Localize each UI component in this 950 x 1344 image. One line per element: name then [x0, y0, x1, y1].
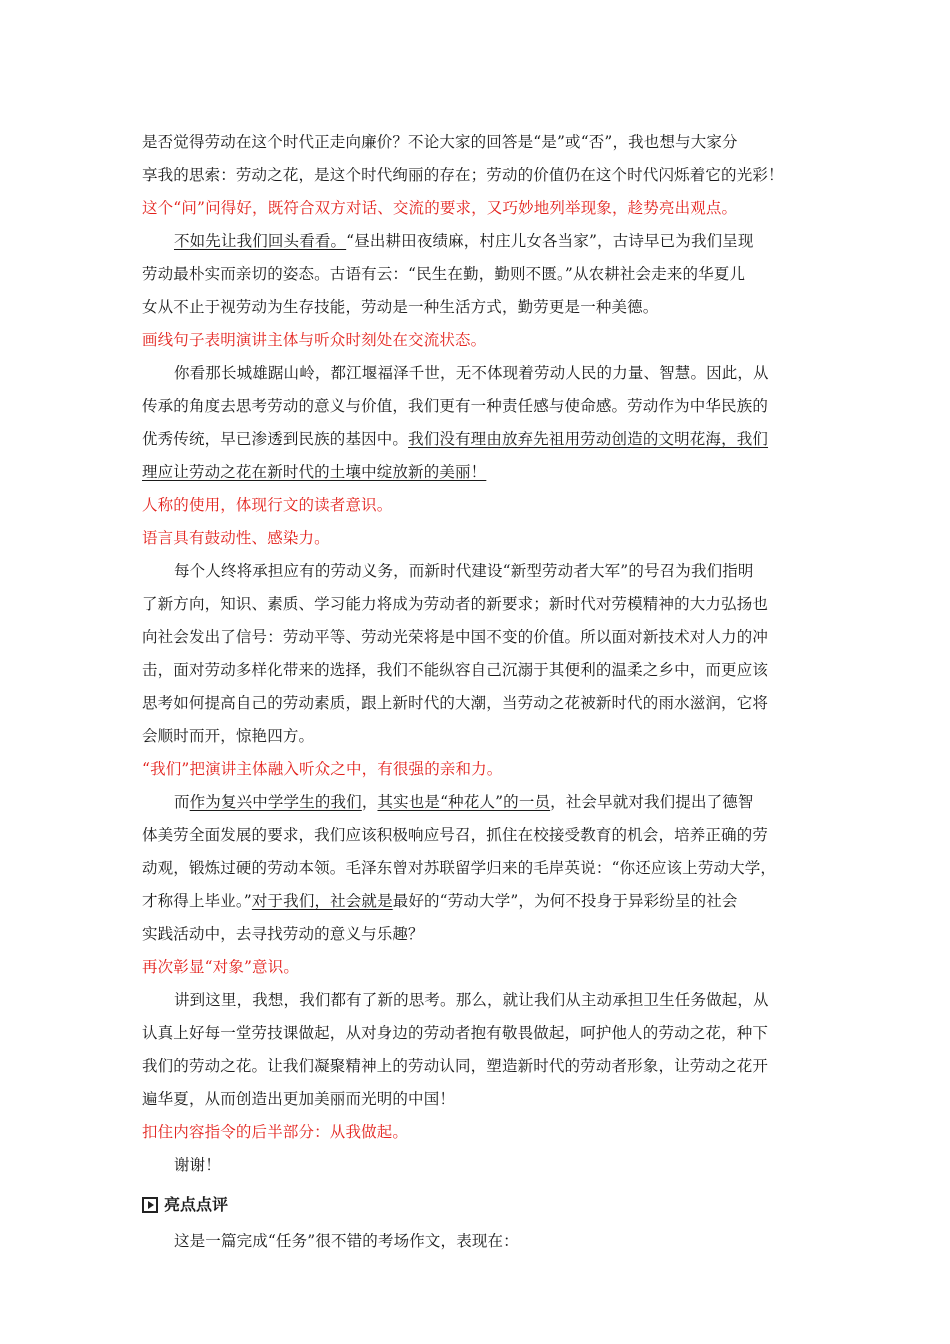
- text-span: ，: [361, 793, 378, 811]
- paragraph-6: [142, 984, 817, 1116]
- text-line: [142, 423, 817, 456]
- text-line: 向社会发出了信号：劳动平等、劳动光荣将是中国不变的价值。所以面对新技术对人力的冲: [142, 628, 769, 646]
- text-line: [142, 225, 817, 258]
- text-span: 而: [174, 793, 190, 811]
- annotation-note: 这个“问”问得好，既符合双方对话、交流的要求，又巧妙地列举现象，趁势亮出观点。: [142, 199, 738, 217]
- paragraph-5: [142, 786, 817, 951]
- underlined-text: 我们没有理由放弃先祖用劳动创造的文明花海，我们: [408, 430, 769, 448]
- text-line: 劳动最朴实而亲切的姿态。古语有云：“民生在勤，勤则不匮。”从农耕社会走来的华夏儿: [142, 265, 746, 283]
- document-body: [142, 126, 817, 1258]
- text-line: 享我的思索：劳动之花，是这个时代绚丽的存在；劳动的价值仍在这个时代闪烁着它的光彩！: [142, 166, 784, 184]
- text-line: 我们的劳动之花。让我们凝聚精神上的劳动认同，塑造新时代的劳动者形象，让劳动之花开: [142, 1057, 769, 1075]
- text-line: 会顺时而开，惊艳四方。: [142, 727, 315, 745]
- text-line: [142, 786, 817, 819]
- text-line: 每个人终将承担应有的劳动义务，而新时代建设“新型劳动者大军”的号召为我们指明: [174, 562, 754, 580]
- text-span: “昼出耕田夜绩麻，村庄儿女各当家”，古诗早已为我们呈现: [346, 232, 754, 250]
- underlined-text: 理应让劳动之花在新时代的土壤中绽放新的美丽！: [142, 463, 487, 481]
- paragraph-2: [142, 225, 817, 324]
- text-line: [142, 456, 817, 489]
- text-line: 认真上好每一堂劳技课做起，从对身边的劳动者抱有敬畏做起，呵护他人的劳动之花，种下: [142, 1024, 769, 1042]
- closing-thanks: 谢谢！: [174, 1156, 221, 1174]
- play-box-icon: [142, 1197, 158, 1213]
- section-title: 亮点点评: [164, 1195, 229, 1214]
- review-text: 这是一篇完成“任务”很不错的考场作文，表现在：: [174, 1232, 519, 1250]
- text-line: 你看那长城雄踞山岭，都江堰福泽千世，无不体现着劳动人民的力量、智慧。因此，从: [174, 364, 769, 382]
- text-line: 动观，锻炼过硬的劳动本领。毛泽东曾对苏联留学归来的毛岸英说：“你还应该上劳动大学，: [142, 859, 777, 877]
- text-line: 实践活动中，去寻找劳动的意义与乐趣？: [142, 925, 424, 943]
- paragraph-3: [142, 357, 817, 489]
- annotation-note: 语言具有鼓动性、感染力。: [142, 529, 330, 547]
- paragraph-1: [142, 126, 817, 192]
- annotation-note: 画线句子表明演讲主体与听众时刻处在交流状态。: [142, 331, 487, 349]
- annotation-note: “我们”把演讲主体融入听众之中，有很强的亲和力。: [142, 760, 503, 778]
- text-line: [142, 885, 817, 918]
- annotation-note: 人称的使用，体现行文的读者意识。: [142, 496, 393, 514]
- text-line: 了新方向，知识、素质、学习能力将成为劳动者的新要求；新时代对劳模精神的大力弘扬也: [142, 595, 769, 613]
- text-span: 最好的“劳动大学”，为何不投身于异彩纷呈的社会: [392, 892, 738, 910]
- underlined-text: 其实也是“种花人”的一员: [377, 793, 551, 811]
- text-span: 优秀传统，早已渗透到民族的基因中。: [142, 430, 409, 448]
- text-line: 体美劳全面发展的要求，我们应该积极响应号召，抓住在校接受教育的机会，培养正确的劳: [142, 826, 769, 844]
- annotation-note: 扣住内容指令的后半部分：从我做起。: [142, 1123, 409, 1141]
- section-heading: [142, 1188, 817, 1221]
- underlined-text: 对于我们，社会就是: [251, 892, 393, 910]
- text-line: 讲到这里，我想，我们都有了新的思考。那么，就让我们从主动承担卫生任务做起，从: [174, 991, 769, 1009]
- text-span: 才称得上毕业。”: [142, 892, 252, 910]
- underlined-text: 不如先让我们回头看看。: [174, 232, 347, 250]
- paragraph-4: [142, 555, 817, 753]
- text-line: 女从不止于视劳动为生存技能，劳动是一种生活方式，勤劳更是一种美德。: [142, 298, 659, 316]
- text-line: 击，面对劳动多样化带来的选择，我们不能纵容自己沉溺于其便利的温柔之乡中，而更应该: [142, 661, 769, 679]
- text-line: 是否觉得劳动在这个时代正走向廉价？不论大家的回答是“是”或“否”，我也想与大家分: [142, 133, 738, 151]
- text-line: 遍华夏，从而创造出更加美丽而光明的中国！: [142, 1090, 456, 1108]
- underlined-text: 作为复兴中学学生的我们: [189, 793, 362, 811]
- text-line: 思考如何提高自己的劳动素质，跟上新时代的大潮，当劳动之花被新时代的雨水滋润，它将: [142, 694, 769, 712]
- annotation-note: 再次彰显“对象”意识。: [142, 958, 299, 976]
- text-line: 传承的角度去思考劳动的意义与价值，我们更有一种责任感与使命感。劳动作为中华民族的: [142, 397, 769, 415]
- text-span: ，社会早就对我们提出了德智: [550, 793, 754, 811]
